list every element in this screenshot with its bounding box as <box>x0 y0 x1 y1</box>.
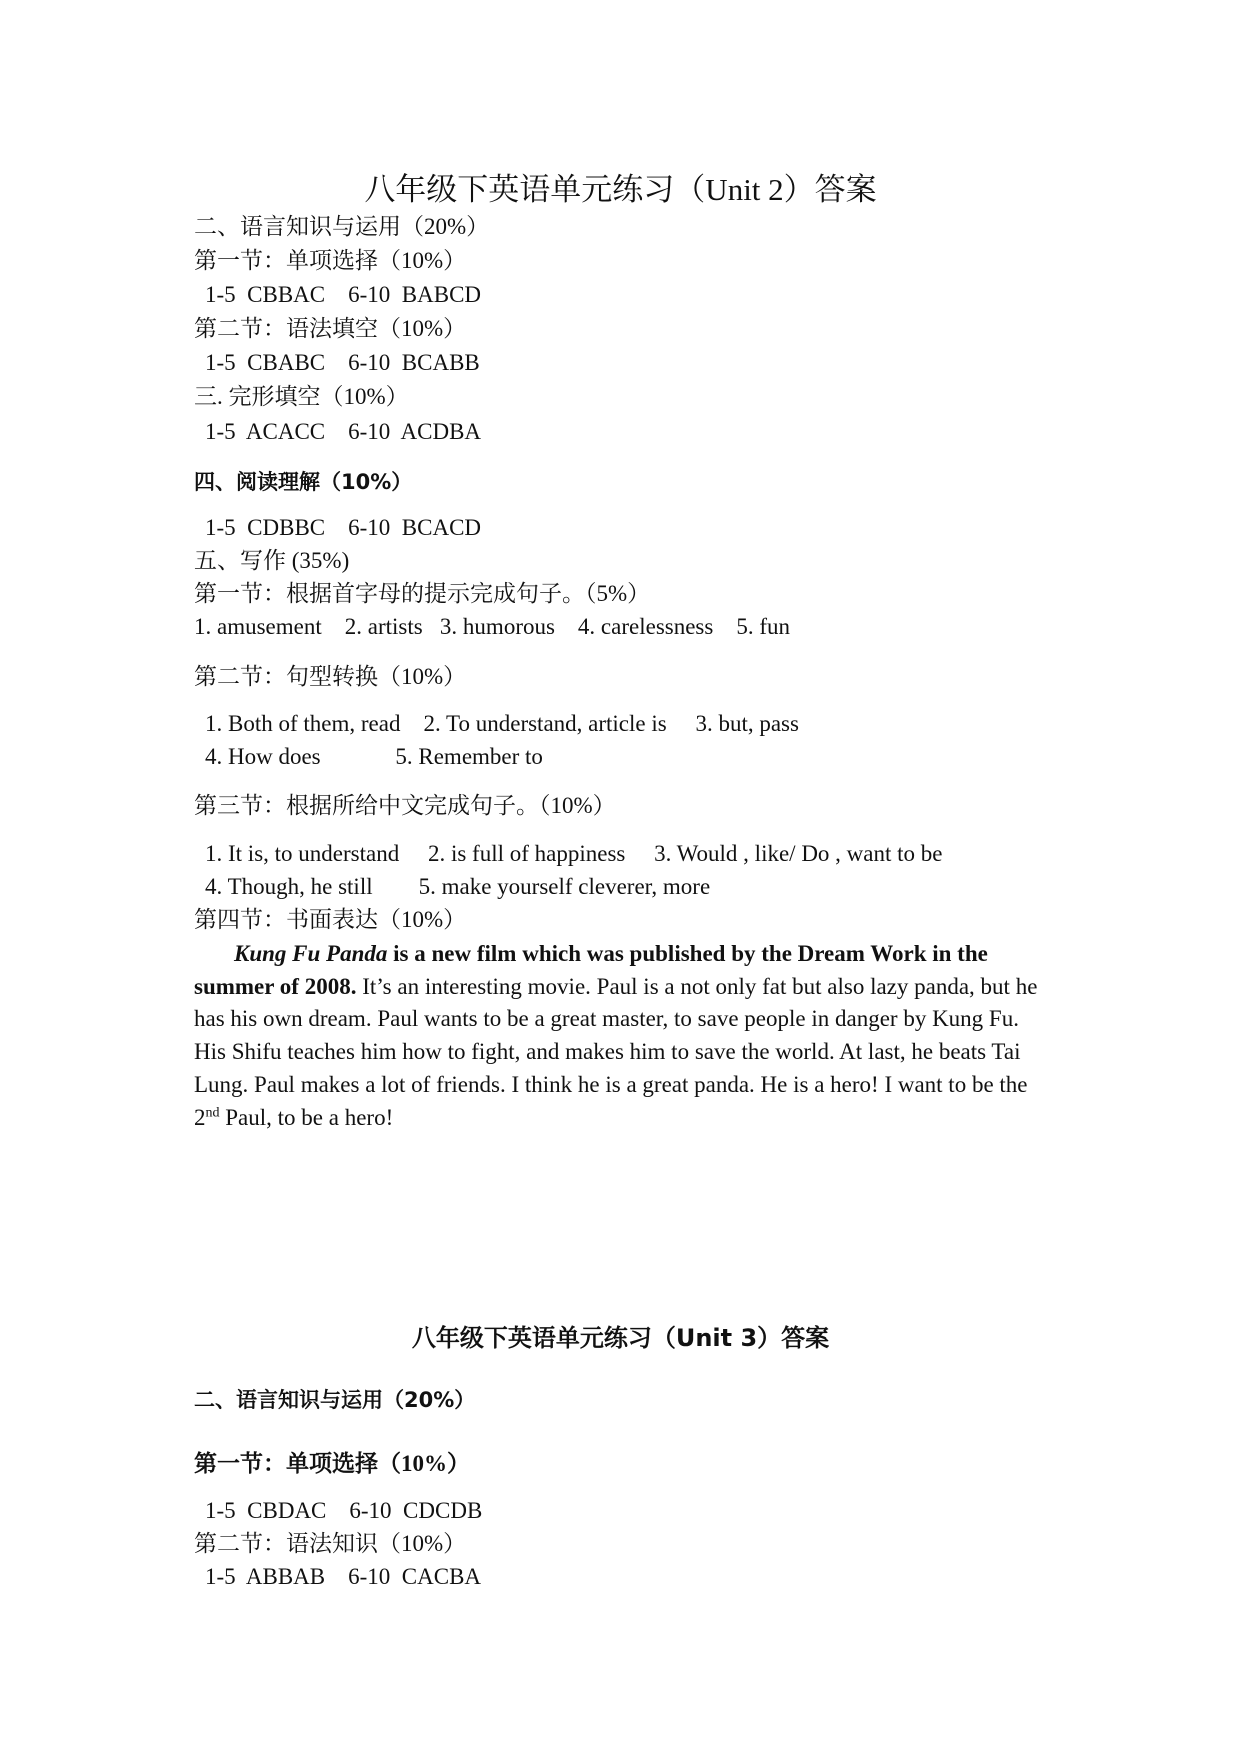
essay-paragraph <box>194 938 1054 1134</box>
subsection-grammar-fill: 第二节：语法填空（10%） <box>194 316 467 341</box>
answer-line: 1-5 ABBAB 6-10 CACBA <box>205 1564 482 1589</box>
answer-line: 1. Both of them, read 2. To understand, article is 3. but, pass <box>205 711 799 736</box>
subsection-initial-letters: 第一节：根据首字母的提示完成句子。（5%） <box>194 581 651 606</box>
subsection-composition: 第四节：书面表达（10%） <box>194 907 467 932</box>
page-title-unit2: 八年级下英语单元练习（Unit 2）答案 <box>364 172 877 207</box>
subsection-single-choice: 第一节：单项选择（10%） <box>194 1451 470 1476</box>
subsection-grammar: 第二节：语法知识（10%） <box>194 1531 467 1556</box>
page-title-unit3: 八年级下英语单元练习（Unit 3）答案 <box>411 1324 830 1352</box>
essay-film-title: Kung Fu Panda <box>234 941 388 966</box>
section-heading-writing: 五、写作 (35%) <box>194 548 350 573</box>
subsection-sentence-transform: 第二节：句型转换（10%） <box>194 664 467 689</box>
subsection-complete-sentences: 第三节：根据所给中文完成句子。（10%） <box>194 793 616 818</box>
answer-line: 1-5 CBBAC 6-10 BABCD <box>205 282 482 307</box>
section-heading-cloze: 三. 完形填空（10%） <box>194 384 409 409</box>
section-heading-language: 二、语言知识与运用（20%） <box>194 214 490 239</box>
answer-line: 1-5 CDBBC 6-10 BCACD <box>205 515 482 540</box>
essay-body: It’s an interesting movie. Paul is a not only fat but also lazy panda, but he has his own dream. Paul wants to be a great master, to save people in danger by Kung Fu. His Shifu teaches him how to fight, and makes him to save the world. At last, he beats Tai Lung. Paul makes a lot of friends. I think he is a great panda. He is a hero! I want to be the 2 <box>194 973 1038 1130</box>
essay-ending: Paul, to be a hero! <box>219 1104 394 1130</box>
essay-superscript: nd <box>205 1104 220 1120</box>
subsection-single-choice: 第一节：单项选择（10%） <box>194 248 467 273</box>
answer-line: 1-5 CBDAC 6-10 CDCDB <box>205 1498 483 1523</box>
answer-line: 1-5 ACACC 6-10 ACDBA <box>205 419 482 444</box>
answer-line: 1. amusement 2. artists 3. humorous 4. carelessness 5. fun <box>194 614 790 639</box>
answer-line: 1-5 CBABC 6-10 BCABB <box>205 350 480 375</box>
essay-bold-intro: is a new film which was published by the Dream Work in the summer of 2008. <box>194 941 988 999</box>
section-heading-reading: 四、阅读理解（10%） <box>194 470 413 494</box>
answer-line: 4. How does 5. Remember to <box>205 744 543 769</box>
section-heading-language: 二、语言知识与运用（20%） <box>194 1388 476 1412</box>
answer-line: 4. Though, he still 5. make yourself cleverer, more <box>205 874 711 899</box>
answer-line: 1. It is, to understand 2. is full of happiness 3. Would , like/ Do , want to be <box>205 841 943 866</box>
